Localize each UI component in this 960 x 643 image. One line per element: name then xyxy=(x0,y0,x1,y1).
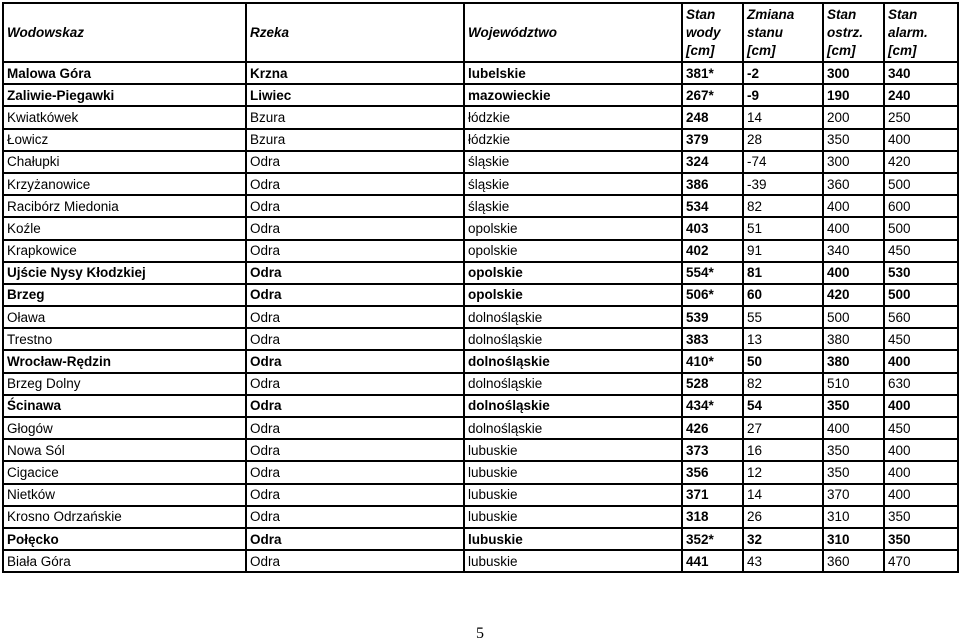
cell-stan-ostrz: 310 xyxy=(823,506,884,528)
cell-stan-alarm: 400 xyxy=(884,395,958,417)
cell-stan-alarm: 240 xyxy=(884,84,958,106)
cell-stan-wody: 373 xyxy=(682,439,743,461)
table-row xyxy=(3,195,958,217)
header-line: Województwo xyxy=(468,25,557,40)
header-line: Zmiana xyxy=(747,7,795,22)
cell-stan-ostrz: 300 xyxy=(823,151,884,173)
cell-stan-wody: 267* xyxy=(682,84,743,106)
table-row xyxy=(3,173,958,195)
cell-stan-alarm: 450 xyxy=(884,240,958,262)
table-row xyxy=(3,240,958,262)
cell-wojewodztwo: mazowieckie xyxy=(464,84,682,106)
cell-stan-wody: 381* xyxy=(682,62,743,84)
cell-rzeka: Bzura xyxy=(246,129,464,151)
table-row xyxy=(3,106,958,128)
cell-wodowskaz: Krapkowice xyxy=(3,240,246,262)
cell-stan-alarm: 530 xyxy=(884,262,958,284)
cell-zmiana-stanu: 26 xyxy=(743,506,823,528)
cell-zmiana-stanu: -9 xyxy=(743,84,823,106)
table-row xyxy=(3,528,958,550)
cell-rzeka: Odra xyxy=(246,461,464,483)
table-row xyxy=(3,417,958,439)
cell-stan-wody: 248 xyxy=(682,106,743,128)
cell-rzeka: Odra xyxy=(246,506,464,528)
cell-wodowskaz: Trestno xyxy=(3,328,246,350)
cell-stan-ostrz: 300 xyxy=(823,62,884,84)
cell-stan-wody: 506* xyxy=(682,284,743,306)
cell-wodowskaz: Brzeg Dolny xyxy=(3,373,246,395)
cell-zmiana-stanu: -2 xyxy=(743,62,823,84)
cell-rzeka: Odra xyxy=(246,439,464,461)
header-wojewodztwo xyxy=(464,3,682,62)
cell-stan-wody: 403 xyxy=(682,217,743,239)
cell-wodowskaz: Kwiatkówek xyxy=(3,106,246,128)
cell-stan-wody: 534 xyxy=(682,195,743,217)
cell-wojewodztwo: łódzkie xyxy=(464,106,682,128)
header-stan-alarm xyxy=(884,3,958,62)
cell-wodowskaz: Chałupki xyxy=(3,151,246,173)
cell-zmiana-stanu: 43 xyxy=(743,550,823,572)
header-line: [cm] xyxy=(827,43,856,58)
cell-stan-wody: 318 xyxy=(682,506,743,528)
cell-wodowskaz: Ujście Nysy Kłodzkiej xyxy=(3,262,246,284)
cell-rzeka: Odra xyxy=(246,417,464,439)
cell-stan-alarm: 340 xyxy=(884,62,958,84)
cell-wojewodztwo: lubuskie xyxy=(464,550,682,572)
cell-stan-alarm: 250 xyxy=(884,106,958,128)
cell-stan-ostrz: 400 xyxy=(823,262,884,284)
cell-wodowskaz: Cigacice xyxy=(3,461,246,483)
cell-rzeka: Odra xyxy=(246,217,464,239)
cell-wodowskaz: Koźle xyxy=(3,217,246,239)
cell-stan-alarm: 500 xyxy=(884,217,958,239)
cell-zmiana-stanu: 16 xyxy=(743,439,823,461)
cell-zmiana-stanu: 55 xyxy=(743,306,823,328)
cell-stan-ostrz: 420 xyxy=(823,284,884,306)
cell-wodowskaz: Ścinawa xyxy=(3,395,246,417)
table-row xyxy=(3,262,958,284)
cell-rzeka: Odra xyxy=(246,173,464,195)
header-line: Wodowskaz xyxy=(7,25,85,40)
cell-rzeka: Odra xyxy=(246,151,464,173)
cell-zmiana-stanu: -74 xyxy=(743,151,823,173)
cell-stan-ostrz: 370 xyxy=(823,484,884,506)
cell-stan-ostrz: 350 xyxy=(823,395,884,417)
header-line: Rzeka xyxy=(250,25,290,40)
cell-stan-ostrz: 380 xyxy=(823,328,884,350)
table-row xyxy=(3,62,958,84)
header-line: [cm] xyxy=(747,43,776,58)
table-row xyxy=(3,484,958,506)
cell-zmiana-stanu: 91 xyxy=(743,240,823,262)
cell-wodowskaz: Krzyżanowice xyxy=(3,173,246,195)
cell-zmiana-stanu: 82 xyxy=(743,195,823,217)
cell-stan-wody: 379 xyxy=(682,129,743,151)
header-line: alarm. xyxy=(888,25,928,40)
cell-wodowskaz: Brzeg xyxy=(3,284,246,306)
cell-wojewodztwo: dolnośląskie xyxy=(464,306,682,328)
cell-rzeka: Odra xyxy=(246,550,464,572)
cell-stan-alarm: 400 xyxy=(884,129,958,151)
cell-wodowskaz: Łowicz xyxy=(3,129,246,151)
cell-zmiana-stanu: -39 xyxy=(743,173,823,195)
header-line: [cm] xyxy=(686,43,715,58)
cell-stan-ostrz: 350 xyxy=(823,461,884,483)
cell-wodowskaz: Nowa Sól xyxy=(3,439,246,461)
cell-stan-wody: 371 xyxy=(682,484,743,506)
cell-wojewodztwo: lubuskie xyxy=(464,528,682,550)
cell-rzeka: Odra xyxy=(246,262,464,284)
cell-zmiana-stanu: 14 xyxy=(743,106,823,128)
cell-stan-wody: 410* xyxy=(682,350,743,372)
cell-stan-ostrz: 350 xyxy=(823,439,884,461)
cell-stan-alarm: 560 xyxy=(884,306,958,328)
cell-zmiana-stanu: 54 xyxy=(743,395,823,417)
cell-stan-ostrz: 500 xyxy=(823,306,884,328)
cell-zmiana-stanu: 12 xyxy=(743,461,823,483)
cell-stan-alarm: 600 xyxy=(884,195,958,217)
cell-stan-alarm: 630 xyxy=(884,373,958,395)
cell-wojewodztwo: lubelskie xyxy=(464,62,682,84)
cell-rzeka: Odra xyxy=(246,306,464,328)
cell-stan-alarm: 400 xyxy=(884,461,958,483)
cell-wodowskaz: Zaliwie-Piegawki xyxy=(3,84,246,106)
header-line: Stan xyxy=(888,7,918,22)
table-row xyxy=(3,129,958,151)
cell-wodowskaz: Głogów xyxy=(3,417,246,439)
cell-zmiana-stanu: 28 xyxy=(743,129,823,151)
cell-stan-wody: 434* xyxy=(682,395,743,417)
cell-stan-ostrz: 380 xyxy=(823,350,884,372)
cell-wojewodztwo: dolnośląskie xyxy=(464,395,682,417)
header-wodowskaz xyxy=(3,3,246,62)
cell-zmiana-stanu: 60 xyxy=(743,284,823,306)
cell-wodowskaz: Biała Góra xyxy=(3,550,246,572)
table-row xyxy=(3,373,958,395)
header-line: ostrz. xyxy=(827,25,864,40)
water-levels-table xyxy=(2,2,959,573)
cell-stan-wody: 441 xyxy=(682,550,743,572)
cell-zmiana-stanu: 14 xyxy=(743,484,823,506)
cell-zmiana-stanu: 32 xyxy=(743,528,823,550)
cell-stan-wody: 528 xyxy=(682,373,743,395)
cell-stan-alarm: 400 xyxy=(884,439,958,461)
cell-wojewodztwo: dolnośląskie xyxy=(464,328,682,350)
cell-stan-ostrz: 200 xyxy=(823,106,884,128)
cell-zmiana-stanu: 82 xyxy=(743,373,823,395)
cell-stan-wody: 352* xyxy=(682,528,743,550)
cell-wojewodztwo: lubuskie xyxy=(464,484,682,506)
header-line: wody xyxy=(686,25,721,40)
cell-stan-alarm: 400 xyxy=(884,350,958,372)
cell-wojewodztwo: śląskie xyxy=(464,173,682,195)
header-stan-wody xyxy=(682,3,743,62)
cell-wojewodztwo: opolskie xyxy=(464,284,682,306)
cell-stan-ostrz: 510 xyxy=(823,373,884,395)
cell-rzeka: Odra xyxy=(246,284,464,306)
header-zmiana-stanu xyxy=(743,3,823,62)
cell-rzeka: Liwiec xyxy=(246,84,464,106)
cell-wojewodztwo: śląskie xyxy=(464,151,682,173)
cell-zmiana-stanu: 13 xyxy=(743,328,823,350)
cell-rzeka: Odra xyxy=(246,484,464,506)
header-line: Stan xyxy=(827,7,857,22)
cell-zmiana-stanu: 27 xyxy=(743,417,823,439)
cell-wodowskaz: Racibórz Miedonia xyxy=(3,195,246,217)
table-row xyxy=(3,84,958,106)
cell-stan-alarm: 500 xyxy=(884,173,958,195)
table-row xyxy=(3,350,958,372)
cell-rzeka: Krzna xyxy=(246,62,464,84)
cell-wodowskaz: Oława xyxy=(3,306,246,328)
cell-stan-ostrz: 360 xyxy=(823,173,884,195)
cell-stan-alarm: 500 xyxy=(884,284,958,306)
cell-wojewodztwo: łódzkie xyxy=(464,129,682,151)
cell-stan-wody: 356 xyxy=(682,461,743,483)
cell-stan-ostrz: 400 xyxy=(823,417,884,439)
cell-rzeka: Odra xyxy=(246,195,464,217)
cell-wodowskaz: Krosno Odrzańskie xyxy=(3,506,246,528)
cell-wodowskaz: Wrocław-Rędzin xyxy=(3,350,246,372)
cell-wojewodztwo: dolnośląskie xyxy=(464,417,682,439)
cell-stan-ostrz: 400 xyxy=(823,217,884,239)
cell-rzeka: Odra xyxy=(246,373,464,395)
cell-stan-wody: 554* xyxy=(682,262,743,284)
cell-wojewodztwo: lubuskie xyxy=(464,506,682,528)
cell-wodowskaz: Połęcko xyxy=(3,528,246,550)
cell-stan-ostrz: 190 xyxy=(823,84,884,106)
cell-wojewodztwo: opolskie xyxy=(464,217,682,239)
table-row xyxy=(3,306,958,328)
header-line: Stan xyxy=(686,7,716,22)
cell-zmiana-stanu: 81 xyxy=(743,262,823,284)
cell-stan-alarm: 400 xyxy=(884,484,958,506)
table-row xyxy=(3,506,958,528)
cell-stan-wody: 426 xyxy=(682,417,743,439)
cell-wodowskaz: Nietków xyxy=(3,484,246,506)
table-header-row xyxy=(3,3,958,62)
cell-stan-ostrz: 310 xyxy=(823,528,884,550)
cell-stan-wody: 386 xyxy=(682,173,743,195)
header-stan-ostrz xyxy=(823,3,884,62)
cell-stan-alarm: 470 xyxy=(884,550,958,572)
table-row xyxy=(3,395,958,417)
cell-stan-wody: 402 xyxy=(682,240,743,262)
cell-stan-ostrz: 340 xyxy=(823,240,884,262)
cell-wodowskaz: Malowa Góra xyxy=(3,62,246,84)
cell-wojewodztwo: lubuskie xyxy=(464,461,682,483)
header-line: [cm] xyxy=(888,43,917,58)
table-row xyxy=(3,439,958,461)
cell-wojewodztwo: śląskie xyxy=(464,195,682,217)
cell-rzeka: Bzura xyxy=(246,106,464,128)
cell-wojewodztwo: dolnośląskie xyxy=(464,373,682,395)
cell-stan-alarm: 420 xyxy=(884,151,958,173)
cell-zmiana-stanu: 51 xyxy=(743,217,823,239)
cell-rzeka: Odra xyxy=(246,328,464,350)
header-rzeka xyxy=(246,3,464,62)
cell-wojewodztwo: dolnośląskie xyxy=(464,350,682,372)
cell-stan-alarm: 450 xyxy=(884,417,958,439)
cell-rzeka: Odra xyxy=(246,350,464,372)
table-row xyxy=(3,550,958,572)
cell-stan-wody: 324 xyxy=(682,151,743,173)
page-number: 5 xyxy=(476,625,484,642)
table-row xyxy=(3,328,958,350)
table-row xyxy=(3,284,958,306)
cell-stan-ostrz: 360 xyxy=(823,550,884,572)
cell-wojewodztwo: opolskie xyxy=(464,262,682,284)
cell-wojewodztwo: lubuskie xyxy=(464,439,682,461)
table-row xyxy=(3,217,958,239)
cell-stan-alarm: 350 xyxy=(884,506,958,528)
cell-rzeka: Odra xyxy=(246,240,464,262)
cell-wojewodztwo: opolskie xyxy=(464,240,682,262)
cell-stan-ostrz: 350 xyxy=(823,129,884,151)
cell-stan-alarm: 350 xyxy=(884,528,958,550)
cell-rzeka: Odra xyxy=(246,395,464,417)
cell-stan-alarm: 450 xyxy=(884,328,958,350)
cell-stan-wody: 539 xyxy=(682,306,743,328)
table-row xyxy=(3,151,958,173)
cell-stan-ostrz: 400 xyxy=(823,195,884,217)
cell-rzeka: Odra xyxy=(246,528,464,550)
header-line: stanu xyxy=(747,25,784,40)
cell-zmiana-stanu: 50 xyxy=(743,350,823,372)
table-row xyxy=(3,461,958,483)
cell-stan-wody: 383 xyxy=(682,328,743,350)
